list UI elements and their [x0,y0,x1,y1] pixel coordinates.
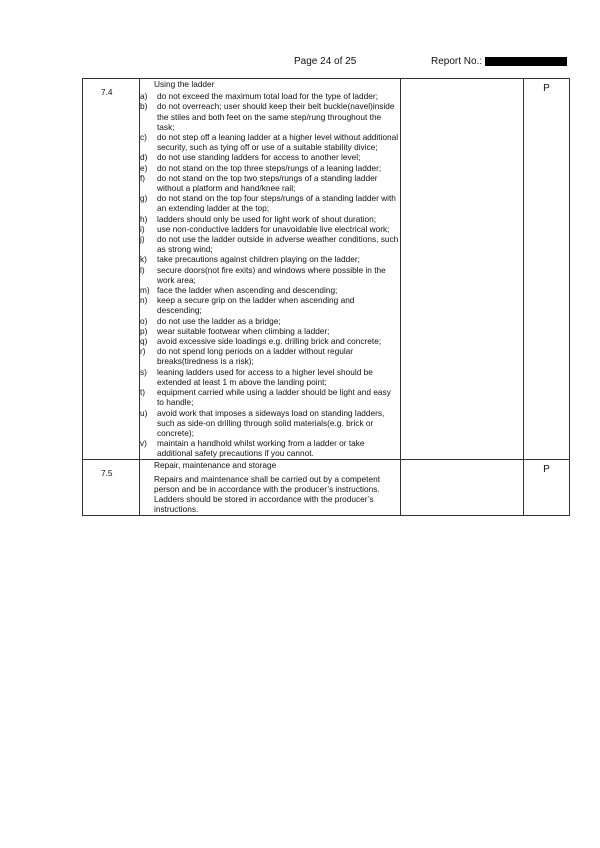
list-item-text: leaning ladders used for access to a higher level should be extended at least 1 m above the landing point; [157,366,373,387]
list-item-letter: j) [140,234,145,245]
list-item-letter: i) [140,223,145,234]
list-item-letter: m) [140,285,150,296]
list-item [140,367,400,387]
list-item-letter: p) [140,325,148,336]
list-item-text: do not use the ladder outside in adverse weather conditions, such as strong wind; [157,234,399,255]
list-item-text: do not spend long periods on a ladder without regular breaks(tiredness is a risk); [157,346,354,367]
list-item-letter: e) [140,162,148,173]
list-item [140,295,400,315]
list-item-text: keep a secure grip on the ladder when ascending and descending; [157,295,355,316]
list-item-letter: f) [140,172,146,183]
list-item-text: maintain a handhold whilst working from a ladder or take additional safety precautions if you cannot. [157,438,365,459]
verdict: P [543,463,550,475]
list-item-text: do not use standing ladders for access to another level; [157,152,361,163]
table-row-7-4 [83,79,570,460]
requirement-list [140,91,400,458]
list-item-text: take precautions against children playing on the ladder; [157,254,360,265]
list-item [140,285,400,295]
list-item-text: use non-conductive ladders for unavoidable live electrical work; [157,223,390,234]
list-item [140,254,400,264]
list-item-letter: a) [140,91,148,102]
list-item-text: face the ladder when ascending and descending; [157,285,338,296]
list-item [140,101,400,132]
list-item-letter: q) [140,336,148,347]
clause-cell [83,459,140,515]
list-item-text: secure doors(not fire exits) and windows where possible in the work area; [157,264,386,285]
list-item [140,316,400,326]
list-item [140,234,400,254]
clause-number: 7.5 [101,467,113,478]
list-item [140,336,400,346]
list-item [140,224,400,234]
list-item-text: do not overreach; user should keep their belt buckle(navel)inside the stiles and both feet on the same step/rung throughout the task; [157,101,395,132]
list-item [140,152,400,162]
list-item-text: avoid work that imposes a sideways load on standing ladders, such as side-on drilling through solid materials(e.g. brick or concrete); [157,407,385,438]
list-item-text: do not exceed the maximum total load for the type of ladder; [157,91,378,102]
list-item-text: avoid excessive side loadings e.g. drilling brick and concrete; [157,336,382,347]
verdict: P [543,83,550,94]
page-number: Page 24 of 25 [294,56,357,67]
list-item-text: wear suitable footwear when climbing a ladder; [157,325,330,336]
list-item [140,408,400,439]
list-item-text: do not stand on the top three steps/rungs of a leaning ladder; [157,162,382,173]
list-item [140,346,400,366]
result-cell [401,459,524,515]
list-item-letter: u) [140,407,148,418]
list-item [140,91,400,101]
list-item-letter: r) [140,346,146,357]
list-item-letter: k) [140,254,147,265]
list-item-letter: d) [140,152,148,163]
list-item [140,214,400,224]
requirement-title: Repair, maintenance and storage [154,459,277,470]
requirement-cell [140,459,401,515]
list-item [140,163,400,173]
list-item-letter: h) [140,213,148,224]
requirement-title: Using the ladder [154,79,215,89]
list-item-letter: n) [140,295,148,306]
test-report-table [82,78,570,516]
list-item-letter: c) [140,132,147,143]
list-item-letter: l) [140,264,145,275]
list-item-letter: b) [140,101,148,112]
clause-cell [83,79,140,460]
requirement-cell [140,79,401,460]
list-item [140,193,400,213]
report-number-label: Report No.: [431,56,483,67]
list-item-text: equipment carried while using a ladder should be light and easy to handle; [157,387,391,408]
verdict-cell [524,459,570,515]
page-header [0,56,600,70]
list-item [140,173,400,193]
list-item [140,132,400,152]
list-item-letter: v) [140,438,147,449]
list-item [140,387,400,407]
list-item-text: do not step off a leaning ladder at a higher level without additional security, such as tying off or use of a suitable stability divice; [157,132,399,153]
list-item [140,265,400,285]
table-row-7-5 [83,459,570,515]
verdict-cell [524,79,570,460]
list-item-letter: g) [140,193,148,204]
clause-number: 7.4 [101,87,113,97]
list-item-letter: s) [140,366,147,377]
requirement-paragraph: Ladders should be stored in accordance with the producer’s instructions. [154,494,374,515]
list-item-letter: o) [140,315,148,326]
list-item-text: ladders should only be used for light work of shout duration; [157,213,377,224]
list-item [140,438,400,458]
list-item-letter: t) [140,387,146,398]
list-item-text: do not stand on the top two steps/rungs of a standing ladder without a platform and hand/knee rail; [157,172,378,194]
list-item [140,326,400,336]
requirement-paragraph: Repairs and maintenance shall be carried out by a competent person and be in accordance with the producer’s instructions. [154,473,380,494]
redacted-report-number [485,57,567,66]
list-item-text: do not stand on the top four steps/rungs of a standing ladder with an extending ladder at the top; [157,193,396,214]
list-item-text: do not use the ladder as a bridge; [157,315,281,326]
result-cell [401,79,524,460]
